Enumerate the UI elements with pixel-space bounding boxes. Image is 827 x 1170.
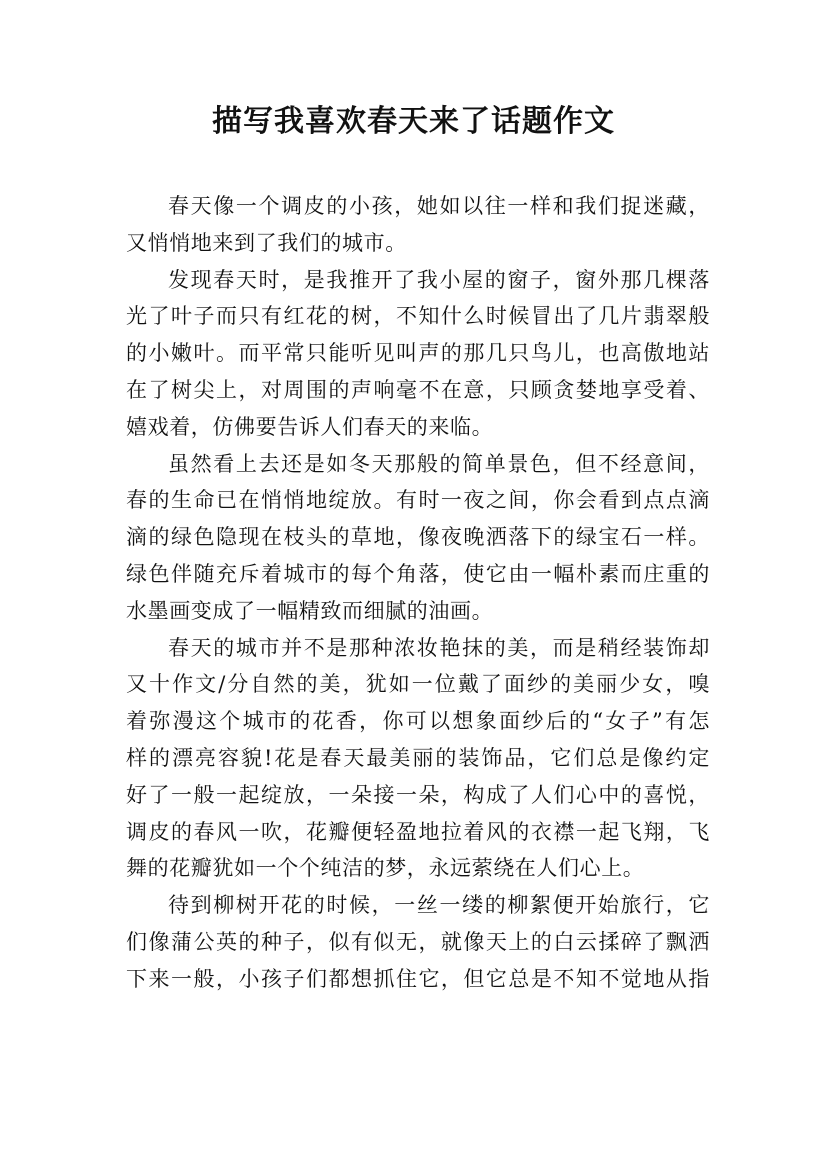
document-title: 描写我喜欢春天来了话题作文: [212, 104, 615, 139]
essay-line: 们像蒲公英的种子，似有似无，就像天上的白云揉碎了飘洒: [126, 929, 710, 954]
essay-line: 虽然看上去还是如冬天那般的简单景色，但不经意间，: [168, 451, 710, 476]
essay-line: 着弥漫这个城市的花香，你可以想象面纱后的“女子”有怎: [126, 709, 710, 734]
essay-line: 样的漂亮容貌!花是春天最美丽的装饰品，它们总是像约定: [126, 745, 710, 770]
essay-line: 发现春天时，是我推开了我小屋的窗子，窗外那几棵落: [168, 267, 710, 292]
essay-line: 春的生命已在悄悄地绽放。有时一夜之间，你会看到点点滴: [126, 488, 710, 513]
essay-line: 好了一般一起绽放，一朵接一朵，构成了人们心中的喜悦，: [126, 782, 710, 807]
essay-line: 滴的绿色隐现在枝头的草地，像夜晚洒落下的绿宝石一样。: [126, 525, 710, 550]
essay-line: 春天像一个调皮的小孩，她如以往一样和我们捉迷藏，: [168, 194, 710, 218]
essay-line: 绿色伴随充斥着城市的每个角落，使它由一幅朴素而庄重的: [126, 561, 710, 586]
essay-line: 春天的城市并不是那种浓妆艳抹的美，而是稍经装饰却: [168, 635, 710, 660]
essay-line: 待到柳树开花的时候，一丝一缕的柳絮便开始旅行，它: [168, 893, 710, 918]
essay-line: 在了树尖上，对周围的声响毫不在意，只顾贪婪地享受着、: [126, 377, 710, 402]
essay-line: 嬉戏着，仿佛要告诉人们春天的来临。: [126, 414, 494, 439]
essay-body: [126, 188, 710, 998]
essay-line: 光了叶子而只有红花的树，不知什么时候冒出了几片翡翠般: [126, 304, 710, 329]
essay-line: 又十作文/分自然的美，犹如一位戴了面纱的美丽少女，嗅: [126, 672, 710, 697]
essay-line: 水墨画变成了一幅精致而细腻的油画。: [126, 598, 494, 623]
essay-line: 的小嫩叶。而平常只能听见叫声的那几只鸟儿，也高傲地站: [126, 341, 710, 366]
essay-line: 下来一般，小孩子们都想抓住它，但它总是不知不觉地从指: [126, 966, 710, 991]
essay-line: 调皮的春风一吹，花瓣便轻盈地拉着风的衣襟一起飞翔，飞: [126, 819, 710, 844]
essay-line: 又悄悄地来到了我们的城市。: [126, 230, 407, 255]
essay-line: 舞的花瓣犹如一个个纯洁的梦，永远萦绕在人们心上。: [126, 856, 645, 881]
